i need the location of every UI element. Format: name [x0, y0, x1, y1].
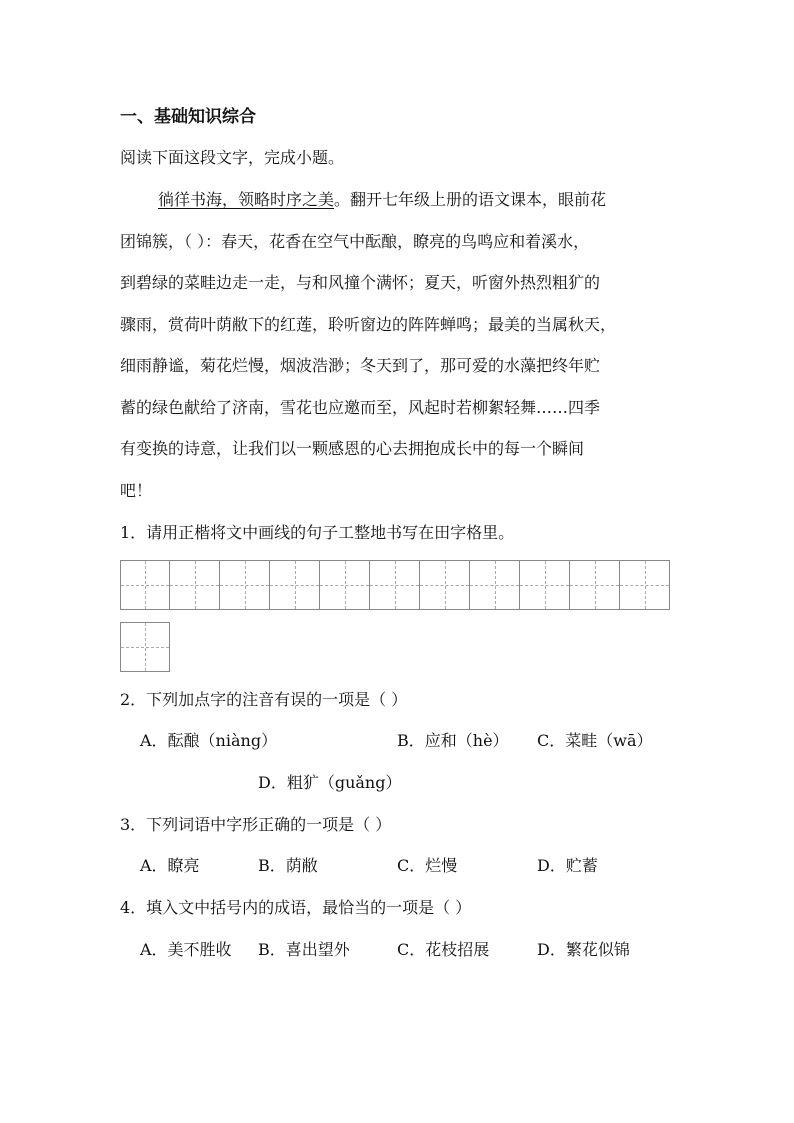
q4-option-d: D．繁花似锦	[537, 940, 630, 959]
question-3: 3．下列词语中字形正确的一项是（ ）	[120, 815, 392, 834]
q4-option-c: C．花枝招展	[397, 940, 490, 959]
tianzige-cell[interactable]	[620, 560, 670, 610]
tianzige-cell[interactable]	[320, 560, 370, 610]
q4-option-a: A．美不胜收	[140, 940, 232, 959]
q4-option-b: B．喜出望外	[258, 940, 350, 959]
tianzige-cell[interactable]	[220, 560, 270, 610]
section-title: 一、基础知识综合	[120, 107, 256, 127]
question-2: 2．下列加点字的注音有误的一项是（ ）	[120, 690, 408, 709]
tianzige-cell[interactable]	[570, 560, 620, 610]
passage-line-2: 团锦簇，（ ）：春天，花香在空气中酝酿，瞭亮的鸟鸣应和着溪水，	[120, 232, 590, 251]
passage-line-6: 蓄的绿色献给了济南，雪花也应邀而至，风起时若柳絮轻舞……四季	[120, 398, 601, 417]
q3-option-b: B．荫敝	[258, 856, 318, 875]
tianzige-cell[interactable]	[470, 560, 520, 610]
question-1: 1．请用正楷将文中画线的句子工整地书写在田字格里。	[120, 523, 515, 542]
passage-line-1-rest: 。翻开七年级上册的语文课本，眼前花	[334, 190, 607, 209]
q2-option-b: B．应和（hè）	[397, 731, 509, 750]
tianzige-cell[interactable]	[120, 622, 170, 672]
tianzige-cell[interactable]	[270, 560, 320, 610]
q2-option-c: C．菜畦（wā）	[537, 731, 653, 750]
question-4: 4．填入文中括号内的成语，最恰当的一项是（ ）	[120, 898, 472, 917]
passage-line-4: 骤雨，赏荷叶荫敝下的红莲，聆听窗边的阵阵蝉鸣；最美的当属秋天，	[120, 315, 617, 334]
tianzige-row-2	[120, 622, 170, 672]
passage-line-5: 细雨静谧，菊花烂慢，烟波浩渺；冬天到了，那可爱的水藻把终年贮	[120, 356, 601, 375]
tianzige-cell[interactable]	[370, 560, 420, 610]
tianzige-cell[interactable]	[420, 560, 470, 610]
passage-line-3: 到碧绿的菜畦边走一走，与和风撞个满怀；夏天，听窗外热烈粗犷的	[120, 273, 601, 292]
underlined-sentence: 徜徉书海，领略时序之美	[158, 190, 335, 209]
tianzige-cell[interactable]	[520, 560, 570, 610]
passage-line-1	[158, 190, 606, 210]
q3-option-a: A．瞭亮	[140, 856, 200, 875]
q2-option-d: D．粗犷（guǎng）	[258, 773, 402, 792]
passage-line-7: 有变换的诗意，让我们以一颗感恩的心去拥抱成长中的每一个瞬间	[120, 439, 585, 458]
q3-option-d: D．贮蓄	[537, 856, 598, 875]
q2-option-a: A．酝酿（niàng）	[140, 731, 278, 750]
tianzige-cell[interactable]	[170, 560, 220, 610]
tianzige-cell[interactable]	[120, 560, 170, 610]
passage-line-8: 吧！	[120, 481, 153, 500]
tianzige-row-1	[120, 560, 670, 610]
q3-option-c: C．烂慢	[397, 856, 458, 875]
section-instruction: 阅读下面这段文字，完成小题。	[120, 148, 345, 167]
